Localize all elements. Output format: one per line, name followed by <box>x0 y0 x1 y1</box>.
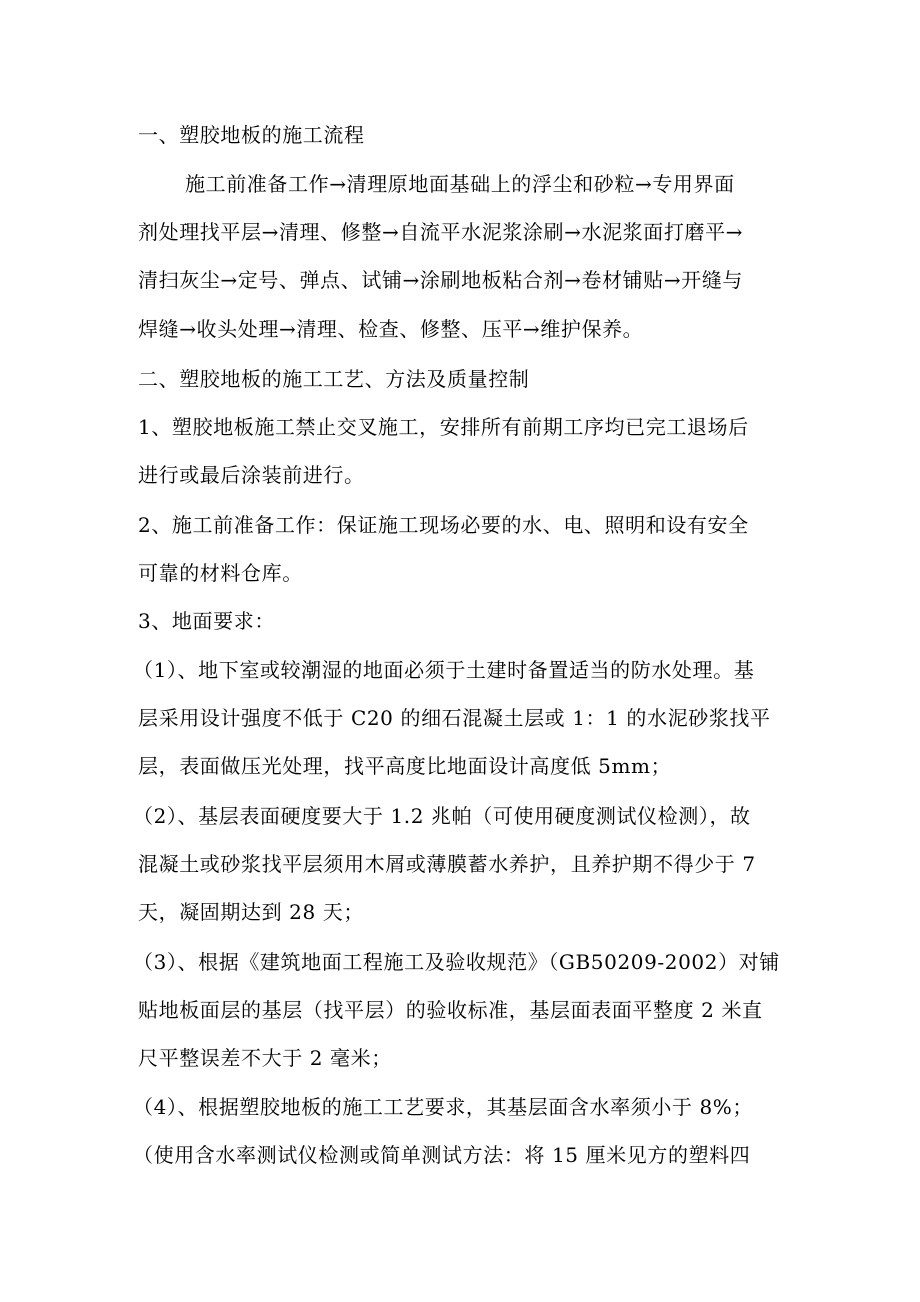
paragraph-line: 焊缝→收头处理→清理、检查、修整、压平→维护保养。 <box>138 317 644 341</box>
paragraph-line: 层采用设计强度不低于 C20 的细石混凝土层或 1：1 的水泥砂浆找平 <box>138 706 771 730</box>
paragraph-line: 2、施工前准备工作：保证施工现场必要的水、电、照明和设有安全 <box>138 513 749 537</box>
paragraph-line: 尺平整误差不大于 2 毫米； <box>138 1046 392 1070</box>
paragraph-line: （3）、根据《建筑地面工程施工及验收规范》（GB50209-2002）对铺 <box>133 950 780 974</box>
paragraph-line: 剂处理找平层→清理、修整→自流平水泥浆涂刷→水泥浆面打磨平→ <box>138 220 744 244</box>
heading-1: 一、塑胶地板的施工流程 <box>138 123 365 147</box>
paragraph-line: 进行或最后涂装前进行。 <box>138 463 365 487</box>
paragraph-line: （使用含水率测试仪检测或简单测试方法：将 15 厘米见方的塑料四 <box>133 1143 751 1167</box>
paragraph-line: （1）、地下室或较潮湿的地面必须于土建时备置适当的防水处理。基 <box>133 658 755 682</box>
paragraph-line: 1、塑胶地板施工禁止交叉施工，安排所有前期工序均已完工退场后 <box>138 415 749 439</box>
paragraph-line: 层，表面做压光处理，找平高度比地面设计高度低 5mm； <box>138 754 672 778</box>
paragraph-line: （2）、基层表面硬度要大于 1.2 兆帕（可使用硬度测试仪检测），故 <box>133 804 751 828</box>
paragraph-line: 混凝土或砂浆找平层须用木屑或薄膜蓄水养护，且养护期不得少于 7 <box>138 852 756 876</box>
paragraph-line: 可靠的材料仓库。 <box>138 561 303 585</box>
subheading-3: 3、地面要求： <box>138 609 275 633</box>
paragraph-line: 贴地板面层的基层（找平层）的验收标准，基层面表面平整度 2 米直 <box>138 998 763 1022</box>
heading-2: 二、塑胶地板的施工工艺、方法及质量控制 <box>138 367 530 391</box>
paragraph-line: 天，凝固期达到 28 天； <box>138 900 364 924</box>
paragraph-line: 施工前准备工作→清理原地面基础上的浮尘和砂粒→专用界面 <box>185 172 735 196</box>
paragraph-line: 清扫灰尘→定号、弹点、试铺→涂刷地板粘合剂→卷材铺贴→开缝与 <box>138 268 744 292</box>
paragraph-line: （4）、根据塑胶地板的施工工艺要求，其基层面含水率须小于 8%； <box>133 1095 754 1119</box>
